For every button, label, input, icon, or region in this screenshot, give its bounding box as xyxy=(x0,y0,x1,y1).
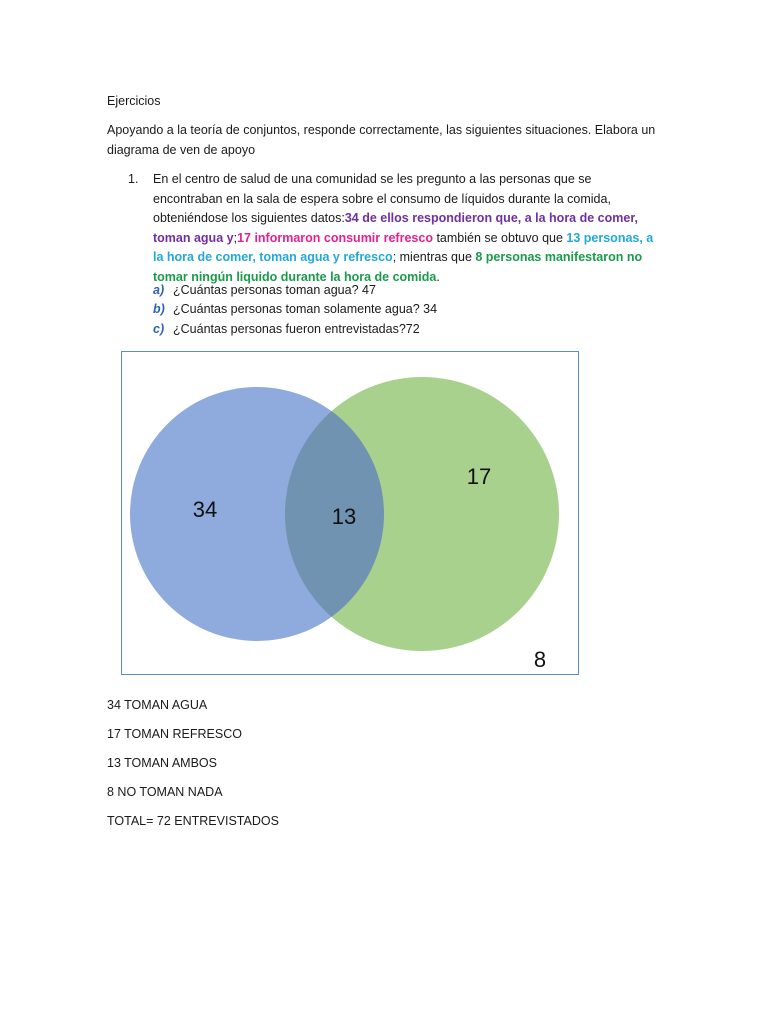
question-letter: b) xyxy=(153,302,165,316)
right-only-count: 17 xyxy=(466,464,492,489)
both-data-highlight: 13 personas, a la hora de comer, toman agua y refresco xyxy=(153,230,654,264)
statement-intro: En el centro de salud de una comunidad se les pregunto a las personas que se encontraban en la sala de espera sobre el consumo de líquidos durante la comida, obteniéndose los siguientes datos: xyxy=(153,172,611,225)
water-data-highlight: 34 de ellos respondieron que, a la hora de comer, toman agua y xyxy=(153,211,638,245)
question-letter: c) xyxy=(153,322,165,336)
summary-line-none: 8 NO TOMAN NADA xyxy=(107,785,223,799)
separator: ; xyxy=(233,230,238,245)
summary-line-water: 34 TOMAN AGUA xyxy=(107,698,208,712)
intersection-count: 13 xyxy=(331,504,357,529)
connector-text: también se obtuvo que xyxy=(432,230,567,245)
summary-line-total: TOTAL= 72 ENTREVISTADOS xyxy=(107,814,279,828)
summary-line-both: 13 TOMAN AMBOS xyxy=(107,756,217,770)
intro-paragraph: Apoyando a la teoría de conjuntos, responde correctamente, las siguientes situaciones. Elabora un diagrama de ven de apoyo xyxy=(107,123,656,157)
none-data-highlight: 8 personas manifestaron no tomar ningún liquido durante la hora de comida xyxy=(153,250,643,284)
left-only-count: 34 xyxy=(192,497,218,522)
exercise-number: 1. xyxy=(128,172,139,186)
period: . xyxy=(436,269,440,284)
question-letter: a) xyxy=(153,283,165,297)
question-text: ¿Cuántas personas toman solamente agua? 34 xyxy=(173,302,438,316)
heading-ejercicios: Ejercicios xyxy=(107,94,161,108)
question-text: ¿Cuántas personas fueron entrevistadas?72 xyxy=(173,322,420,336)
outside-count: 8 xyxy=(533,647,547,672)
soda-data-highlight: 17 informaron consumir refresco xyxy=(237,230,433,245)
question-text: ¿Cuántas personas toman agua? 47 xyxy=(173,283,376,297)
summary-line-soda: 17 TOMAN REFRESCO xyxy=(107,727,242,741)
connector-text-2: ; mientras que xyxy=(392,250,476,264)
